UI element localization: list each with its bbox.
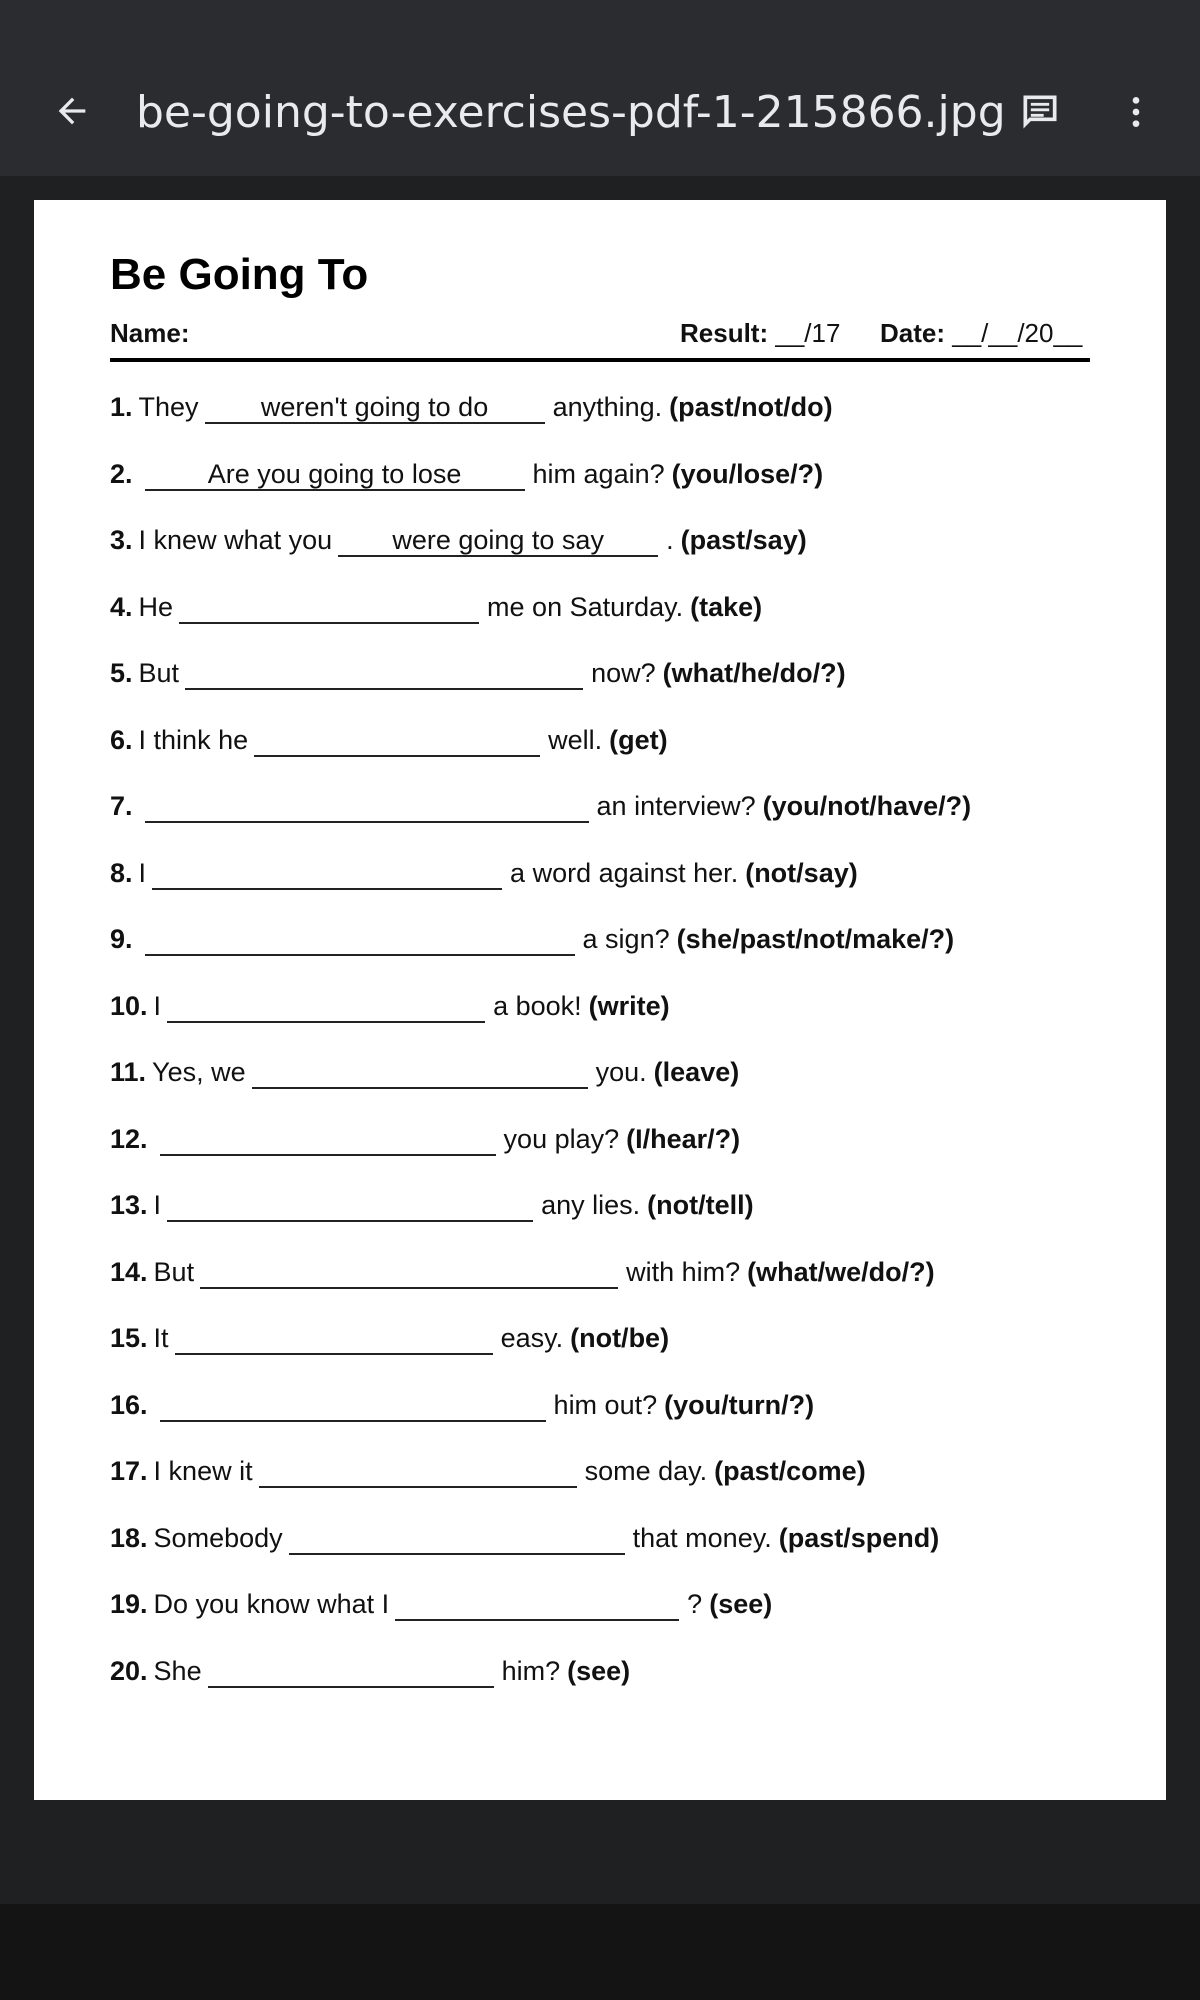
- exercise-hint: (see): [567, 1655, 631, 1686]
- exercise-item: [110, 858, 1110, 925]
- exercise-hint: (you/not/have/?): [762, 791, 972, 821]
- arrow-left-icon: [52, 91, 92, 131]
- exercise-hint: (I/hear/?): [626, 1123, 741, 1154]
- answer-blank: [167, 991, 485, 1023]
- exercise-suffix: him?: [501, 1655, 561, 1686]
- exercise-prefix: I: [138, 857, 147, 888]
- exercise-item: [110, 1523, 1110, 1590]
- exercise-prefix: But: [153, 1256, 195, 1287]
- file-name-title: be-going-to-exercises-pdf-1-215866.jpg: [136, 87, 1006, 138]
- exercise-prefix: I knew it: [153, 1456, 253, 1486]
- answer-blank: [208, 1656, 494, 1688]
- exercise-number: 9.: [110, 924, 133, 954]
- exercise-prefix: I: [153, 1190, 162, 1220]
- name-label: Name:: [110, 318, 190, 348]
- exercise-hint: (past/come): [714, 1456, 866, 1486]
- answer-blank: [289, 1523, 625, 1555]
- answer-text: weren't going to do: [260, 392, 489, 422]
- exercise-hint: (past/say): [680, 525, 807, 555]
- answer-blank: [252, 1057, 588, 1089]
- exercise-prefix: But: [138, 658, 180, 688]
- exercise-item: [110, 1124, 1110, 1191]
- exercise-suffix: an interview?: [596, 791, 756, 821]
- exercise-prefix: They: [138, 392, 199, 422]
- exercise-number: 8.: [110, 857, 133, 888]
- exercise-number: 11.: [110, 1057, 147, 1087]
- bottom-area: [0, 1904, 1200, 2000]
- exercise-suffix: any lies.: [541, 1190, 641, 1220]
- exercise-prefix: Do you know what I: [153, 1589, 390, 1619]
- app-toolbar: [0, 0, 1200, 176]
- exercise-suffix: .: [666, 525, 674, 555]
- date-label: Date:: [880, 318, 946, 348]
- exercise-number: 6.: [110, 724, 133, 755]
- exercise-number: 20.: [110, 1655, 148, 1686]
- exercise-number: 14.: [110, 1256, 148, 1287]
- exercise-item: [110, 459, 1110, 526]
- exercise-suffix: well.: [548, 724, 603, 755]
- exercise-prefix: I: [153, 990, 162, 1021]
- answer-blank: [185, 658, 583, 690]
- answer-blank: [160, 1124, 496, 1156]
- exercise-hint: (take): [690, 591, 763, 622]
- answer-blank: [395, 1589, 679, 1621]
- exercise-number: 2.: [110, 458, 133, 489]
- comment-button[interactable]: [1016, 88, 1064, 136]
- exercise-hint: (not/be): [570, 1323, 670, 1353]
- exercise-suffix: now?: [591, 658, 656, 688]
- exercise-suffix: a word against her.: [510, 857, 739, 888]
- exercise-hint: (past/spend): [778, 1522, 940, 1553]
- exercise-item: [110, 1390, 1110, 1457]
- more-options-button[interactable]: [1112, 88, 1160, 136]
- worksheet-header: [110, 314, 1090, 362]
- exercise-hint: (what/he/do/?): [662, 658, 846, 688]
- answer-blank: [145, 791, 589, 823]
- exercise-prefix: She: [153, 1655, 202, 1686]
- result-value: __/17: [775, 318, 841, 348]
- worksheet-image: [34, 200, 1166, 1800]
- exercise-suffix: easy.: [500, 1323, 564, 1353]
- exercise-item: [110, 392, 1110, 459]
- answer-blank: [160, 1390, 546, 1422]
- exercise-list: [110, 392, 1110, 1722]
- worksheet-title: Be Going To: [110, 250, 369, 299]
- exercise-number: 15.: [110, 1323, 148, 1353]
- answer-blank: [145, 924, 575, 956]
- answer-blank: [200, 1257, 618, 1289]
- exercise-item: [110, 1323, 1110, 1390]
- exercise-suffix: you.: [595, 1057, 647, 1087]
- exercise-prefix: Somebody: [153, 1522, 283, 1553]
- answer-blank: [259, 1456, 577, 1488]
- more-vertical-icon: [1116, 92, 1156, 132]
- exercise-number: 3.: [110, 525, 133, 555]
- exercise-item: [110, 1656, 1110, 1723]
- exercise-number: 19.: [110, 1589, 148, 1619]
- exercise-suffix: him again?: [532, 458, 665, 489]
- exercise-item: [110, 991, 1110, 1058]
- exercise-prefix: Yes, we: [152, 1057, 246, 1087]
- exercise-suffix: some day.: [584, 1456, 708, 1486]
- exercise-hint: (you/turn/?): [664, 1389, 815, 1420]
- result-label: Result:: [680, 318, 769, 348]
- exercise-hint: (you/lose/?): [671, 458, 824, 489]
- exercise-item: [110, 924, 1110, 991]
- exercise-item: [110, 791, 1110, 858]
- exercise-item: [110, 525, 1110, 592]
- exercise-hint: (see): [709, 1589, 773, 1619]
- exercise-suffix: me on Saturday.: [487, 591, 684, 622]
- exercise-item: [110, 1190, 1110, 1257]
- exercise-suffix: with him?: [626, 1256, 741, 1287]
- exercise-hint: (not/say): [745, 857, 858, 888]
- exercise-number: 16.: [110, 1389, 148, 1420]
- date-value: __/__/20__: [952, 318, 1083, 348]
- exercise-prefix: I think he: [138, 724, 249, 755]
- exercise-hint: (what/we/do/?): [747, 1256, 935, 1287]
- exercise-prefix: I knew what you: [138, 525, 333, 555]
- exercise-suffix: anything.: [552, 392, 663, 422]
- exercise-suffix: a sign?: [582, 924, 670, 954]
- answer-blank: [179, 592, 479, 624]
- exercise-number: 12.: [110, 1123, 148, 1154]
- answer-blank: [205, 392, 545, 424]
- exercise-number: 18.: [110, 1522, 148, 1553]
- exercise-number: 10.: [110, 990, 148, 1021]
- comment-icon: [1018, 90, 1062, 134]
- exercise-item: [110, 1057, 1110, 1124]
- exercise-suffix: ?: [687, 1589, 703, 1619]
- exercise-item: [110, 1456, 1110, 1523]
- exercise-item: [110, 658, 1110, 725]
- answer-blank: [152, 858, 502, 890]
- exercise-suffix: you play?: [503, 1123, 620, 1154]
- exercise-hint: (past/not/do): [669, 392, 833, 422]
- answer-blank: [145, 459, 525, 491]
- exercise-number: 13.: [110, 1190, 148, 1220]
- answer-blank: [338, 525, 658, 557]
- exercise-number: 17.: [110, 1456, 148, 1486]
- exercise-number: 5.: [110, 658, 133, 688]
- result-field: [680, 318, 840, 349]
- exercise-number: 7.: [110, 791, 133, 821]
- exercise-suffix: that money.: [632, 1522, 772, 1553]
- answer-blank: [254, 725, 540, 757]
- date-field: [880, 318, 1082, 349]
- back-button[interactable]: [48, 87, 96, 135]
- exercise-item: [110, 1257, 1110, 1324]
- exercise-hint: (get): [609, 724, 668, 755]
- exercise-suffix: a book!: [493, 990, 582, 1021]
- exercise-suffix: him out?: [553, 1389, 658, 1420]
- answer-text: were going to say: [392, 525, 604, 555]
- exercise-prefix: He: [138, 591, 174, 622]
- exercise-number: 1.: [110, 392, 133, 422]
- exercise-item: [110, 1589, 1110, 1656]
- exercise-item: [110, 725, 1110, 792]
- exercise-prefix: It: [153, 1323, 169, 1353]
- exercise-hint: (write): [588, 990, 670, 1021]
- exercise-item: [110, 592, 1110, 659]
- answer-blank: [175, 1323, 493, 1355]
- answer-text: Are you going to lose: [207, 458, 462, 489]
- exercise-number: 4.: [110, 591, 133, 622]
- answer-blank: [167, 1190, 533, 1222]
- exercise-hint: (leave): [653, 1057, 740, 1087]
- exercise-hint: (not/tell): [647, 1190, 754, 1220]
- exercise-hint: (she/past/not/make/?): [676, 924, 955, 954]
